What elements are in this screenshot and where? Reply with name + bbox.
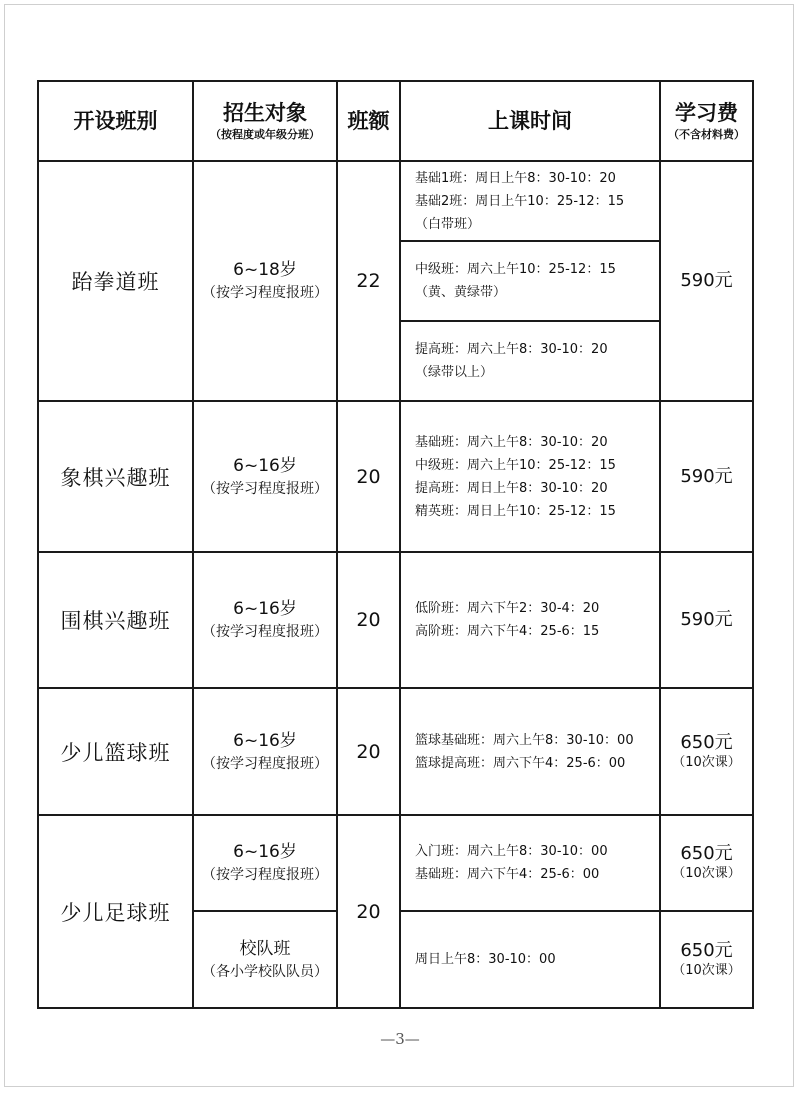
quota-taekwondo: 22 [337,161,400,401]
table-row-basketball [38,688,753,815]
fee-chess: 590元 [660,401,753,552]
target-basketball [193,688,337,815]
table-row-taekwondo [38,161,753,241]
header-fee-sub: （不含材料费） [668,128,745,141]
time-slot: 低阶班：周六下午2：30-4：20 高阶班：周六下午4：25-6：15 [400,552,660,688]
fee-basketball: 650元 （10次课） [660,688,753,815]
time-slot: 提高班：周六上午8：30-10：20 （绿带以上） [400,321,660,401]
time-slot: 入门班：周六上午8：30-10：00 基础班：周六下午4：25-6：00 [400,815,660,911]
course-schedule-table [37,80,754,1009]
quota-go: 20 [337,552,400,688]
quota-chess: 20 [337,401,400,552]
fee-football-team: 650元 （10次课） [660,911,753,1008]
age-range: 6~16岁 [233,599,297,619]
target-note: （按学习程度报班） [202,480,328,497]
header-quota: 班额 [337,81,400,161]
age-range: 6~16岁 [233,842,297,862]
header-target: 招生对象 （按程度或年级分班） [193,81,337,161]
fee-taekwondo: 590元 [660,161,753,401]
table-row-football [38,815,753,911]
fee-go: 590元 [660,552,753,688]
class-name-basketball: 少儿篮球班 [38,688,193,815]
time-slot: 周日上午8：30-10：00 [400,911,660,1008]
time-slot: 中级班：周六上午10：25-12：15 （黄、黄绿带） [400,241,660,321]
target-taekwondo [193,161,337,401]
age-range: 6~16岁 [233,730,297,751]
team-class-label: 校队班 [239,938,291,959]
header-time: 上课时间 [400,81,660,161]
page-number: —3— [380,1030,420,1048]
class-name-go: 围棋兴趣班 [38,552,193,688]
age-range: 6~16岁 [233,455,297,476]
header-row [38,81,753,161]
target-football-team [193,911,337,1008]
target-football-regular [193,815,337,911]
target-note: （按学习程度报班） [202,867,328,883]
quota-football: 20 [337,815,400,1008]
target-go [193,552,337,688]
target-note: （按学习程度报班） [202,285,328,301]
table-row-go [38,552,753,688]
class-name-football: 少儿足球班 [38,815,193,1008]
age-range: 6~18岁 [233,260,297,280]
table-row-chess [38,401,753,552]
target-note: （各小学校队队员） [202,963,328,980]
header-fee: 学习费 （不含材料费） [660,81,753,161]
target-note: （按学习程度报班） [202,755,328,772]
class-name-chess: 象棋兴趣班 [38,401,193,552]
target-note: （按学习程度报班） [202,624,328,640]
header-class-name: 开设班别 [38,81,193,161]
time-slot: 基础1班：周日上午8：30-10：20 基础2班：周日上午10：25-12：15 （白带班） [400,161,660,241]
class-name-taekwondo: 跆拳道班 [38,161,193,401]
quota-basketball: 20 [337,688,400,815]
header-target-sub: （按程度或年级分班） [210,128,320,141]
target-chess [193,401,337,552]
fee-football-regular: 650元 （10次课） [660,815,753,911]
time-slot: 篮球基础班：周六上午8：30-10：00 篮球提高班：周六下午4：25-6：00 [400,688,660,815]
time-slot: 基础班：周六上午8：30-10：20 中级班：周六上午10：25-12：15 提高班：周日上午8：30-10：20 精英班：周日上午10：25-12：15 [400,401,660,552]
